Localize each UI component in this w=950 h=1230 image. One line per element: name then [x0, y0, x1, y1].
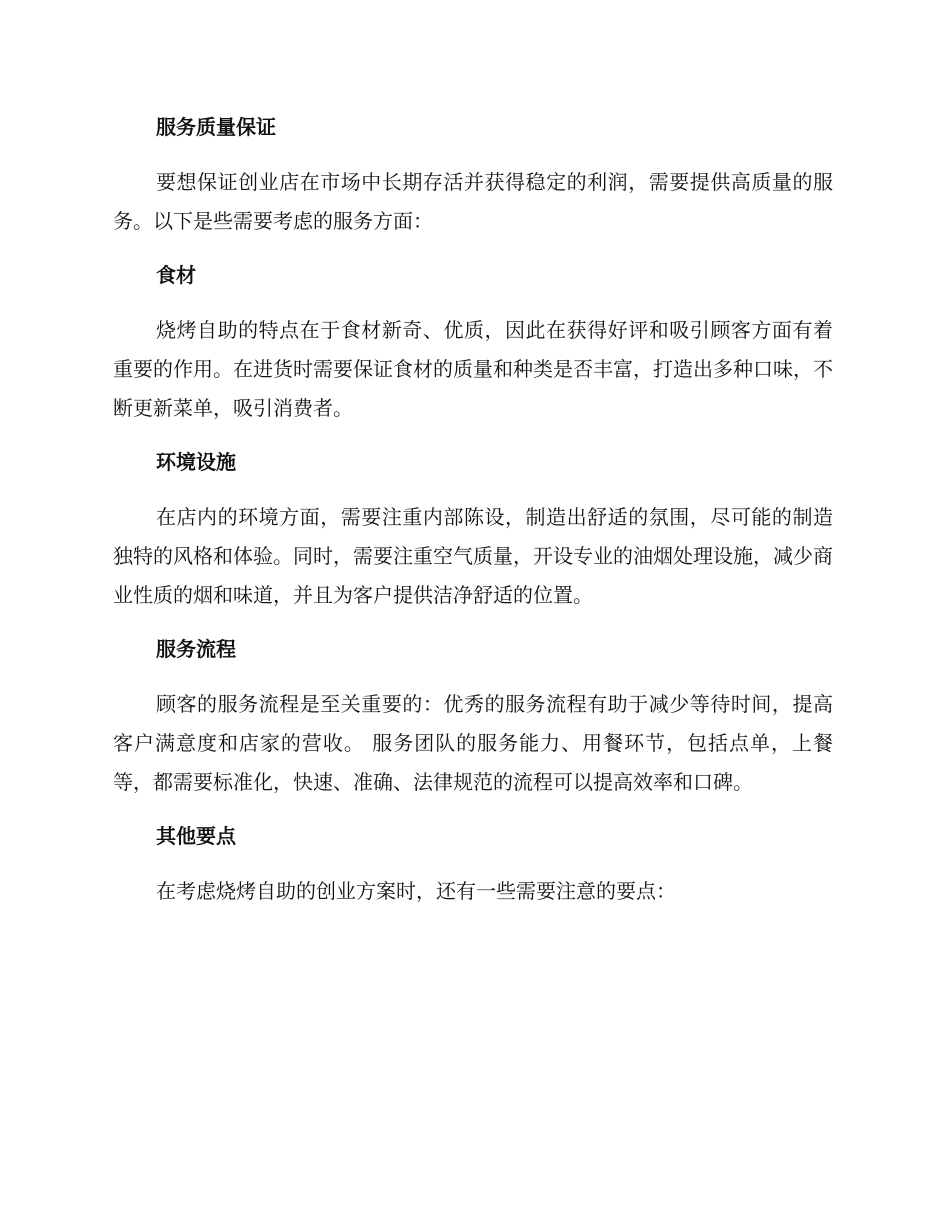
section-heading-ingredients: 食材 — [156, 263, 196, 287]
section-paragraph-service-quality: 要想保证创业店在市场中长期存活并获得稳定的利润，需要提供高质量的服务。以下是些需要考虑的服务方面： — [113, 170, 833, 233]
section-heading-environment: 环境设施 — [156, 450, 236, 474]
section-paragraph-service-process: 顾客的服务流程是至关重要的：优秀的服务流程有助于减少等待时间，提高客户满意度和店家的营收。 服务团队的服务能力、用餐环节，包括点单，上餐等，都需要标准化，快速、准确、法律规范的流程可以提高效率和口碑。 — [113, 692, 833, 794]
section-paragraph-environment: 在店内的环境方面，需要注重内部陈设，制造出舒适的氛围，尽可能的制造独特的风格和体验。同时，需要注重空气质量，开设专业的油烟处理设施，减少商业性质的烟和味道，并且为客户提供洁净舒适的位置。 — [113, 505, 833, 607]
section-heading-service-quality: 服务质量保证 — [156, 115, 276, 139]
document-page — [113, 108, 833, 911]
section-heading-other-points: 其他要点 — [156, 824, 236, 848]
section-heading-service-process: 服务流程 — [156, 637, 236, 661]
section-paragraph-other-points: 在考虑烧烤自助的创业方案时，还有一些需要注意的要点： — [156, 879, 676, 903]
section-paragraph-ingredients: 烧烤自助的特点在于食材新奇、优质，因此在获得好评和吸引顾客方面有着重要的作用。在进货时需要保证食材的质量和种类是否丰富，打造出多种口味，不断更新菜单，吸引消费者。 — [113, 318, 833, 420]
